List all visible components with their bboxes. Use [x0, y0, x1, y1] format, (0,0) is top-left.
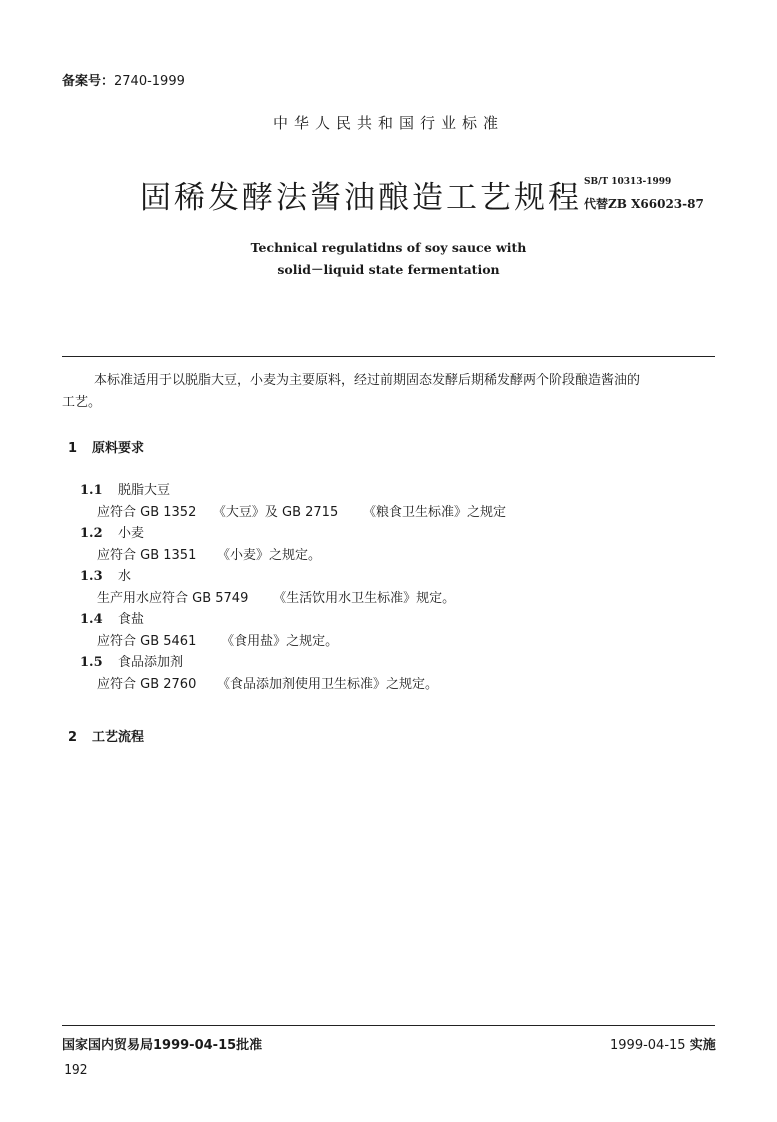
requirements-list [80, 480, 506, 695]
section-number: 1 [68, 441, 78, 456]
section-title: 原料要求 [92, 441, 145, 456]
section-number: 2 [68, 730, 78, 745]
replaces-standard: 代替ZB X66023-87 [584, 197, 704, 211]
item-title: 脱脂大豆 [118, 483, 171, 498]
record-number [62, 70, 185, 89]
page-number: 192 [64, 1063, 88, 1078]
implementation-date: 1999-04-15 [610, 1038, 686, 1053]
list-item-heading [80, 566, 506, 588]
implementation-info [610, 1034, 716, 1053]
document-title: 固稀发酵法酱油酿造工艺规程 [140, 180, 582, 216]
list-item-heading [80, 523, 506, 545]
scope-paragraph [62, 370, 722, 414]
item-number: 1.2 [80, 526, 103, 541]
list-item-body: 应符合 GB 1352 《大豆》及 GB 2715 《粮食卫生标准》之规定 [97, 504, 507, 520]
item-title: 食品添加剂 [118, 655, 184, 670]
standard-code: SB/T 10313-1999 [584, 177, 672, 187]
list-item-body: 应符合 GB 1351 《小麦》之规定。 [97, 547, 322, 563]
english-title-line-2: solid－liquid state fermentation [277, 262, 500, 277]
item-title: 水 [118, 569, 132, 584]
item-number: 1.3 [80, 569, 103, 584]
record-number-value: 2740-1999 [114, 74, 185, 89]
list-item-body: 应符合 GB 2760 《食品添加剂使用卫生标准》之规定。 [97, 676, 439, 692]
section-heading-1 [68, 437, 144, 456]
item-number: 1.4 [80, 612, 103, 627]
list-item-heading [80, 480, 506, 502]
implementation-label: 实施 [689, 1038, 716, 1053]
record-number-label: 备案号： [62, 74, 115, 89]
list-item-heading [80, 652, 506, 674]
list-item-body: 生产用水应符合 GB 5749 《生活饮用水卫生标准》规定。 [97, 590, 456, 606]
bottom-divider [62, 1025, 715, 1026]
item-number: 1.5 [80, 655, 103, 670]
item-title: 小麦 [118, 526, 145, 541]
standard-type-header: 中华人民共和国行业标准 [272, 114, 504, 132]
item-title: 食盐 [118, 612, 145, 627]
list-item-heading [80, 609, 506, 631]
approval-info: 国家国内贸易局1999-04-15批准 [62, 1038, 263, 1053]
item-number: 1.1 [80, 483, 103, 498]
section-title: 工艺流程 [92, 730, 145, 745]
section-heading-2 [68, 726, 144, 745]
scope-line-2: 工艺。 [62, 395, 102, 410]
english-title-line-1: Technical regulatidns of soy sauce with [250, 240, 527, 255]
scope-line-1: 本标准适用于以脱脂大豆，小麦为主要原料，经过前期固态发酵后期稀发酵两个阶段酿造酱油的 [94, 373, 641, 388]
top-divider [62, 356, 715, 357]
list-item-body: 应符合 GB 5461 《食用盐》之规定。 [97, 633, 339, 649]
